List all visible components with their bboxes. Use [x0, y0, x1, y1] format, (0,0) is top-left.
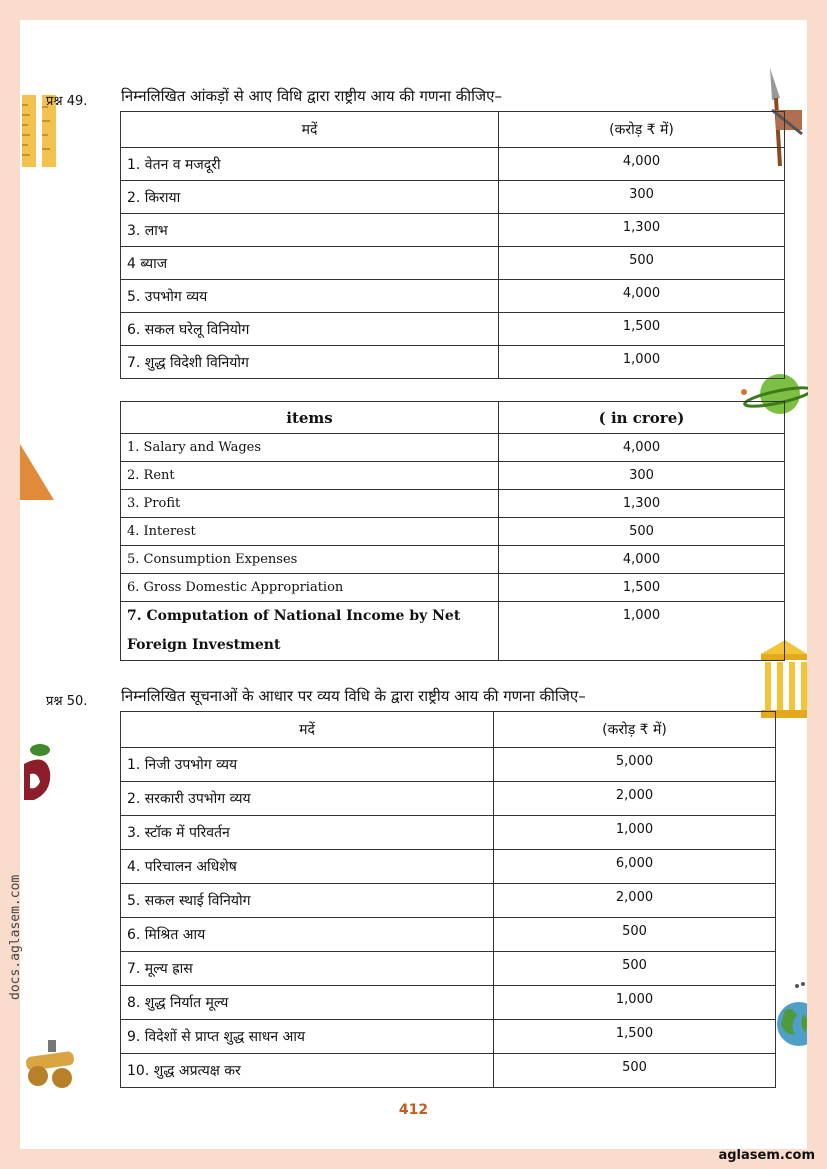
table-row: [121, 214, 785, 247]
table-row: [121, 1020, 776, 1054]
row-name: 10. शुद्ध अप्रत्यक्ष कर: [121, 1054, 494, 1088]
table-header-row: [121, 712, 776, 748]
header-value: (करोड़ ₹ में): [499, 112, 785, 148]
row-value: 500: [494, 918, 776, 952]
row-value: 1,000: [494, 986, 776, 1020]
row-name: 3. Profit: [121, 490, 499, 518]
table-header-row: [121, 112, 785, 148]
globe-icon: [775, 980, 807, 1050]
table-row: [121, 816, 776, 850]
header-item: items: [121, 402, 499, 434]
row-value: 1,500: [494, 1020, 776, 1054]
row-name: 7. शुद्ध विदेशी विनियोग: [121, 346, 499, 379]
row-name: 7. मूल्य ह्रास: [121, 952, 494, 986]
row-value: 2,000: [494, 782, 776, 816]
row-value: 4,000: [499, 434, 785, 462]
table-row: [121, 952, 776, 986]
row-value: 500: [499, 518, 785, 546]
row-name: 6. मिश्रित आय: [121, 918, 494, 952]
pyramid-icon: [20, 444, 56, 502]
row-name: 2. Rent: [121, 462, 499, 490]
table-row: [121, 918, 776, 952]
row-name: 2. किराया: [121, 181, 499, 214]
row-value: 1,500: [499, 313, 785, 346]
brand-watermark: aglasem.com: [718, 1148, 815, 1163]
table-row: [121, 313, 785, 346]
table-row: [121, 462, 785, 490]
table-row: [121, 181, 785, 214]
table-row: [121, 850, 776, 884]
row-value: 300: [499, 181, 785, 214]
table-row: [121, 986, 776, 1020]
table-row: [121, 884, 776, 918]
row-value: 5,000: [494, 748, 776, 782]
row-name: 3. लाभ: [121, 214, 499, 247]
table-row: [121, 148, 785, 181]
row-name: 6. सकल घरेलू विनियोग: [121, 313, 499, 346]
table-row: [121, 490, 785, 518]
table-row: [121, 518, 785, 546]
english-income-table: [120, 401, 785, 661]
row-value: 1,500: [499, 574, 785, 602]
table-row: [121, 574, 785, 602]
row-name: 8. शुद्ध निर्यात मूल्य: [121, 986, 494, 1020]
question-number: प्रश्न 50.: [46, 694, 88, 709]
hindi-income-table: [120, 111, 785, 379]
row-name: 9. विदेशों से प्राप्त शुद्ध साधन आय: [121, 1020, 494, 1054]
row-name: 4 ब्याज: [121, 247, 499, 280]
table-row: [121, 1054, 776, 1088]
row-name: 1. निजी उपभोग व्यय: [121, 748, 494, 782]
row-value: 500: [494, 952, 776, 986]
row-name: [121, 602, 499, 661]
row-name-line1: 7. Computation of National Income by Net: [127, 608, 461, 624]
expenditure-table: [120, 711, 776, 1088]
question-number: प्रश्न 49.: [46, 94, 88, 109]
row-value: 1,300: [499, 214, 785, 247]
row-value: 4,000: [499, 148, 785, 181]
side-watermark: docs.aglasem.com: [8, 874, 23, 1000]
row-value: 1,000: [499, 602, 785, 661]
table-row: [121, 782, 776, 816]
row-value: 6,000: [494, 850, 776, 884]
row-name: 4. परिचालन अधिशेष: [121, 850, 494, 884]
question-text: निम्नलिखित सूचनाओं के आधार पर व्यय विधि के द्वारा राष्ट्रीय आय की गणना कीजिए–: [121, 687, 586, 705]
row-name: 3. स्टॉक में परिवर्तन: [121, 816, 494, 850]
table-row: [121, 748, 776, 782]
table-row: [121, 434, 785, 462]
row-name: 5. सकल स्थाई विनियोग: [121, 884, 494, 918]
row-name: 2. सरकारी उपभोग व्यय: [121, 782, 494, 816]
header-item: मदें: [121, 712, 494, 748]
page-number: 412: [398, 1102, 429, 1118]
header-value: (करोड़ ₹ में): [494, 712, 776, 748]
table-row: [121, 602, 785, 661]
row-name: 1. वेतन व मजदूरी: [121, 148, 499, 181]
row-name: 4. Interest: [121, 518, 499, 546]
row-name: 1. Salary and Wages: [121, 434, 499, 462]
table-header-row: [121, 402, 785, 434]
row-name: 5. उपभोग व्यय: [121, 280, 499, 313]
table-row: [121, 280, 785, 313]
row-value: 1,000: [494, 816, 776, 850]
row-value: 500: [494, 1054, 776, 1088]
row-value: 300: [499, 462, 785, 490]
row-value: 1,000: [499, 346, 785, 379]
header-value: ( in crore): [499, 402, 785, 434]
row-value: 2,000: [494, 884, 776, 918]
row-value: 500: [499, 247, 785, 280]
question-text: निम्नलिखित आंकड़ों से आए विधि द्वारा राष्ट्रीय आय की गणना कीजिए–: [121, 87, 502, 105]
row-name-line2: Foreign Investment: [127, 637, 281, 653]
row-value: 4,000: [499, 546, 785, 574]
row-value: 4,000: [499, 280, 785, 313]
table-row: [121, 546, 785, 574]
apple-icon: [20, 742, 54, 804]
row-name: 6. Gross Domestic Appropriation: [121, 574, 499, 602]
table-row: [121, 247, 785, 280]
row-name: 5. Consumption Expenses: [121, 546, 499, 574]
table-row: [121, 346, 785, 379]
row-value: 1,300: [499, 490, 785, 518]
cannon-icon: [20, 1040, 80, 1090]
header-item: मदें: [121, 112, 499, 148]
